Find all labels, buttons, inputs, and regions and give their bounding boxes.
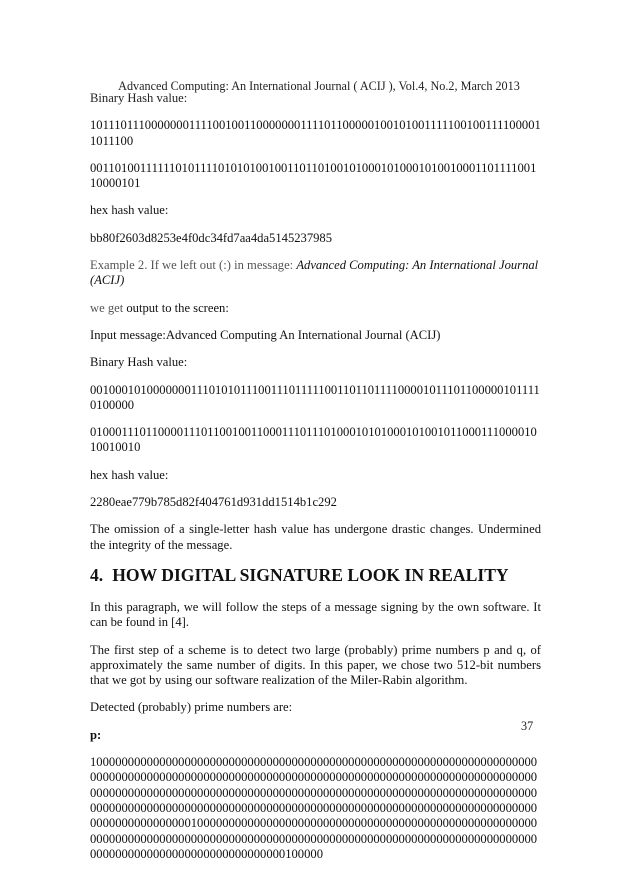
section-number: 4. [90,564,104,585]
example-2-intro [90,258,541,289]
section-title: HOW DIGITAL SIGNATURE LOOK IN REALITY [112,564,509,585]
hex-hash-label-2: hex hash value: [90,467,169,482]
hex-hash-value-1: bb80f2603d8253e4f0dc34fd7aa4da5145237985 [90,230,333,245]
binary-hash-2b: 01000111011000011101100100110001110111010001010100010100101100011100001010010010 [90,425,537,455]
example-2-italic: Advanced Computing: An International Journal (ACIJ) [90,258,539,288]
binary-hash-label-1: Binary Hash value: [90,91,188,105]
primes-label: Detected (probably) prime numbers are: [90,700,293,715]
binary-hash-1a: 10111011100000001111001001100000001111011000001001010011111001001111000011011100 [90,118,541,148]
hex-hash-value-2: 2280eae779b785d82f404761d931dd1514b1c292 [90,495,337,510]
p-digits: 1000000000000000000000000000000000000000000000000000000000000000000000000000000000000000000000000000000000000000000000000000000000000000000000000000000000000000000000000000000000000000000000000000000000000000000000000000000000000000000000000000000000000000000000000000000000000000000000000000000000001000000000000000000000000000000000000000000000000000000000000000000000000000000000000000000000000000000000000000000000000000000000000000000000000000000000000100000 [90,755,538,861]
example-2-plain: Example 2. If we left out (:) in message: [90,258,297,273]
we-get-rest: output to the screen: [126,300,229,315]
binary-hash-2a: 00100010100000001110101011100111011111001101101111000010111011000001011110100000 [90,382,540,412]
we-get-line [90,301,541,316]
paragraph-2: The first step of a scheme is to detect two large (probably) prime numbers p and q, of approximately the same number of digits. In this paper, we chose two 512-bit numbers that we got by using our software realization of the Miler-Rabin algorithm. [90,642,541,688]
section-heading [90,565,541,585]
hex-hash-label-1: hex hash value: [90,203,169,218]
we-get-gray: we get [90,300,127,315]
journal-header: Advanced Computing: An International Journal ( ACIJ ), Vol.4, No.2, March 2013 [118,79,520,93]
binary-hash-label-2: Binary Hash value: [90,355,188,370]
input-message: Input message:Advanced Computing An International Journal (ACIJ) [90,327,441,342]
conclusion-paragraph: The omission of a single-letter hash value has undergone drastic changes. Undermined the integrity of the message. [90,522,541,552]
paragraph-1: In this paragraph, we will follow the steps of a message signing by the own software. It can be found in [4]. [90,599,541,630]
page-number: 37 [521,719,534,733]
page-content [90,91,541,874]
binary-hash-1b: 00110100111111010111101010100100110110100101000101000101001000110111100110000101 [90,160,537,191]
p-label: p: [90,727,102,742]
